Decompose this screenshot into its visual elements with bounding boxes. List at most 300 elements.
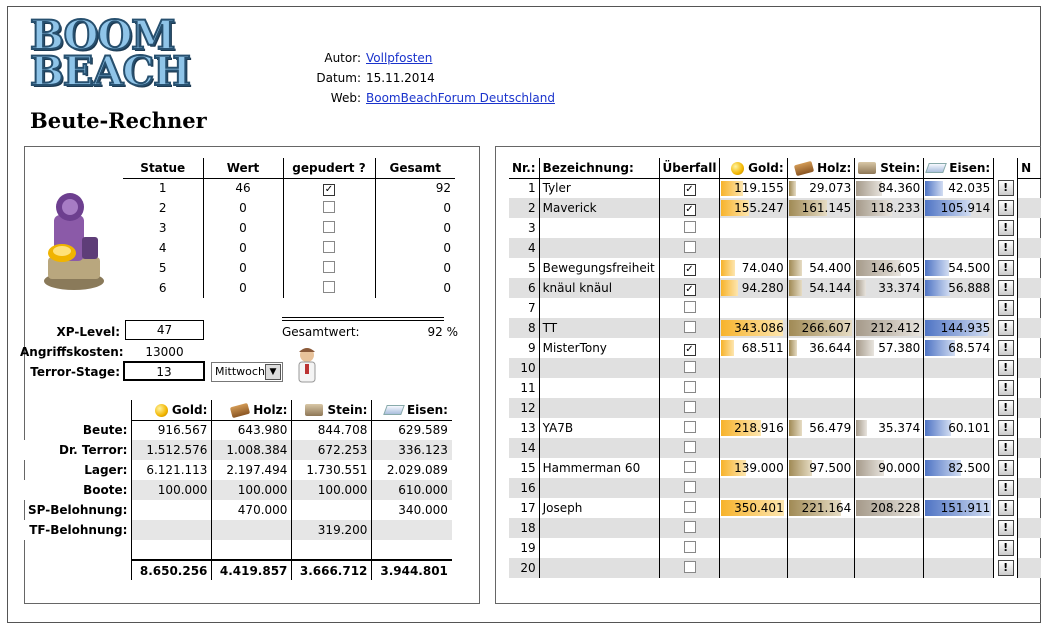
player-header-eisen: [924, 158, 994, 178]
ueberfall-cell: [659, 358, 720, 378]
angriffskosten-label: Angriffskosten:: [20, 345, 124, 359]
ueberfall-checkbox[interactable]: [684, 441, 696, 453]
action-cell: [994, 558, 1018, 578]
player-gold-cell: [720, 398, 787, 418]
totals-row: [24, 560, 452, 580]
player-stein-cell: [855, 498, 924, 518]
xp-level-label: XP-Level:: [56, 325, 120, 339]
player-gold-cell: [720, 178, 787, 198]
player-name[interactable]: [539, 398, 659, 418]
alert-button[interactable]: !: [998, 380, 1014, 396]
ueberfall-checkbox[interactable]: [684, 421, 696, 433]
player-eisen-cell: [924, 438, 994, 458]
player-stein-cell: [855, 298, 924, 318]
cut-cell: [1018, 298, 1041, 318]
player-name[interactable]: [539, 538, 659, 558]
alert-button[interactable]: !: [998, 260, 1014, 276]
player-holz-value: 221.164: [801, 501, 852, 515]
data-bar: [856, 280, 866, 296]
player-eisen-value: 68.574: [948, 341, 991, 355]
ueberfall-cell: [659, 338, 720, 358]
player-gold-cell: [720, 498, 787, 518]
resource-value: [372, 520, 452, 540]
ueberfall-checkbox[interactable]: ✓: [685, 343, 694, 355]
cut-cell: [1018, 478, 1041, 498]
action-cell: [994, 438, 1018, 458]
player-gold-cell: [720, 558, 787, 578]
ueberfall-cell: [659, 438, 720, 458]
ueberfall-cell: [659, 258, 720, 278]
cut-cell: [1018, 258, 1041, 278]
alert-button[interactable]: !: [998, 400, 1014, 416]
player-nr: 4: [509, 238, 539, 258]
ueberfall-cell: [659, 318, 720, 338]
data-bar: [789, 340, 798, 356]
gepudert-checkbox[interactable]: [323, 241, 335, 253]
player-holz-cell: [787, 358, 855, 378]
player-gold-cell: [720, 318, 787, 338]
player-holz-cell: [787, 378, 855, 398]
ueberfall-checkbox[interactable]: [684, 401, 696, 413]
resource-value: 2.197.494: [212, 460, 292, 480]
ueberfall-checkbox[interactable]: [684, 561, 696, 573]
ueberfall-cell: [659, 478, 720, 498]
player-nr: 7: [527, 301, 536, 315]
ueberfall-checkbox[interactable]: [684, 521, 696, 533]
resource-value: 916.567: [132, 420, 212, 440]
cut-cell: [1018, 558, 1041, 578]
action-cell: [994, 378, 1018, 398]
table-row: [24, 420, 452, 440]
alert-button[interactable]: !: [998, 420, 1014, 436]
alert-button[interactable]: !: [998, 220, 1014, 236]
alert-button[interactable]: !: [998, 180, 1014, 196]
player-name[interactable]: [539, 558, 659, 578]
table-row: [123, 218, 455, 238]
ueberfall-checkbox[interactable]: [684, 241, 696, 253]
player-gold-value: 74.040: [741, 261, 784, 275]
player-stein-cell: [855, 398, 924, 418]
player-stein-value: 146.605: [870, 261, 921, 275]
alert-button[interactable]: !: [998, 500, 1014, 516]
player-stein-cell: [855, 218, 924, 238]
ueberfall-checkbox[interactable]: [684, 301, 696, 313]
statue-gesamt: 0: [375, 218, 455, 238]
iron-icon: [925, 163, 947, 173]
data-bar: [789, 260, 802, 276]
alert-button[interactable]: !: [998, 360, 1014, 376]
player-gold-value: 350.401: [734, 501, 784, 515]
statue-wert: 0: [203, 258, 283, 278]
player-nr: 6: [509, 278, 539, 298]
statue-gesamt: 0: [375, 258, 455, 278]
player-holz-cell: [787, 418, 855, 438]
player-holz-value: 54.144: [809, 281, 852, 295]
data-bar: [925, 260, 949, 276]
alert-button[interactable]: !: [998, 480, 1014, 496]
player-name[interactable]: MisterTony: [539, 338, 659, 358]
player-stein-cell: [855, 238, 924, 258]
cut-cell: [1018, 338, 1041, 358]
player-name[interactable]: [539, 238, 659, 258]
player-stein-cell: [855, 458, 924, 478]
table-row: [509, 458, 1041, 478]
data-bar: [721, 340, 733, 356]
resource-value: 336.123: [372, 440, 452, 460]
cut-cell: [1018, 438, 1041, 458]
page-title: Beute-Rechner: [30, 108, 207, 133]
resource-value: 1.512.576: [132, 440, 212, 460]
table-row: [123, 178, 455, 198]
meta-label: Web:: [330, 91, 361, 105]
alert-button[interactable]: !: [998, 560, 1014, 576]
player-gold-cell: [720, 538, 787, 558]
terror-stage-input[interactable]: 13: [123, 361, 205, 381]
meta-link[interactable]: Vollpfosten: [366, 51, 433, 65]
player-eisen-value: 105.914: [940, 201, 991, 215]
alert-button[interactable]: !: [998, 440, 1014, 456]
resource-value: [292, 540, 372, 560]
player-gold-cell: [720, 278, 787, 298]
cut-cell: [1018, 538, 1041, 558]
table-row: [509, 198, 1041, 218]
resource-value: 610.000: [372, 480, 452, 500]
action-cell: [994, 518, 1018, 538]
resource-value: [132, 520, 212, 540]
ueberfall-checkbox[interactable]: [684, 381, 696, 393]
statue-gesamt: 92: [375, 178, 455, 198]
player-header-gold: [720, 158, 787, 178]
resource-row-label: Beute:: [82, 423, 128, 437]
player-name[interactable]: Maverick: [539, 198, 659, 218]
data-bar: [925, 280, 950, 296]
resource-value: 643.980: [212, 420, 292, 440]
ueberfall-checkbox[interactable]: [684, 481, 696, 493]
ueberfall-checkbox[interactable]: ✓: [685, 283, 694, 295]
resource-value: 100.000: [132, 480, 212, 500]
xp-level-input[interactable]: 47: [125, 320, 204, 340]
meta-label: Autor:: [324, 51, 361, 65]
player-name[interactable]: YA7B: [539, 418, 659, 438]
resource-row-label: Boote:: [24, 480, 132, 500]
table-row: [24, 500, 452, 520]
resource-header: [372, 400, 452, 420]
table-row: [509, 178, 1041, 198]
alert-button[interactable]: !: [998, 340, 1014, 356]
player-gold-cell: [720, 438, 787, 458]
ueberfall-cell: [659, 538, 720, 558]
player-stein-cell: [855, 338, 924, 358]
table-row: [509, 558, 1041, 578]
player-gold-cell: [720, 378, 787, 398]
player-nr: 19: [520, 541, 536, 555]
table-row: [509, 218, 1041, 238]
action-cell: [994, 338, 1018, 358]
player-eisen-cell: [924, 538, 994, 558]
action-cell: [994, 358, 1018, 378]
stone-icon: [858, 162, 876, 174]
resource-total: 4.419.857: [212, 560, 292, 580]
ueberfall-checkbox[interactable]: [684, 321, 696, 333]
cut-cell: [1018, 238, 1041, 258]
player-gold-cell: [720, 418, 787, 438]
action-cell: [994, 238, 1018, 258]
alert-button[interactable]: !: [998, 540, 1014, 556]
player-stein-cell: [855, 258, 924, 278]
player-name[interactable]: [539, 518, 659, 538]
table-row: [123, 258, 455, 278]
totals-label: [24, 560, 132, 580]
player-nr: 16: [509, 478, 539, 498]
ueberfall-checkbox[interactable]: ✓: [685, 263, 694, 275]
cut-cell: [1018, 518, 1041, 538]
statue-gepudert: [283, 238, 375, 258]
player-eisen-value: 144.935: [940, 321, 991, 335]
player-eisen-cell: [924, 258, 994, 278]
player-eisen-cell: [924, 278, 994, 298]
player-holz-cell: [787, 398, 855, 418]
alert-button[interactable]: !: [998, 320, 1014, 336]
player-header-ueberfall: Überfall: [659, 158, 720, 178]
resource-value: 319.200: [292, 520, 372, 540]
ueberfall-checkbox[interactable]: ✓: [685, 203, 694, 215]
player-name[interactable]: [539, 478, 659, 498]
player-holz-value: 54.400: [809, 261, 852, 275]
data-bar: [721, 260, 734, 276]
player-gold-cell: [720, 518, 787, 538]
statue-header: Gesamt: [375, 158, 455, 178]
resource-value: [132, 540, 212, 560]
player-eisen-cell: [924, 558, 994, 578]
player-stein-value: 57.380: [878, 341, 921, 355]
ueberfall-cell: [659, 238, 720, 258]
player-name[interactable]: knäul knäul: [539, 278, 659, 298]
resource-header-label: Eisen:: [406, 402, 448, 417]
ueberfall-checkbox[interactable]: [684, 461, 696, 473]
player-name[interactable]: Joseph: [539, 498, 659, 518]
player-holz-cell: [787, 478, 855, 498]
alert-button[interactable]: !: [998, 300, 1014, 316]
resource-row-label: Lager:: [84, 463, 128, 477]
table-row: [509, 378, 1041, 398]
ueberfall-cell: [659, 458, 720, 478]
resource-total: 3.666.712: [292, 560, 372, 580]
player-nr: 5: [527, 261, 536, 275]
player-nr: 17: [520, 501, 536, 515]
player-header-stein: [855, 158, 924, 178]
table-row: [509, 278, 1041, 298]
gepudert-checkbox[interactable]: [323, 201, 335, 213]
table-row: [123, 198, 455, 218]
table-row: [123, 238, 455, 258]
player-name[interactable]: [539, 358, 659, 378]
player-nr: 1: [527, 181, 536, 196]
player-holz-value: 36.644: [809, 341, 852, 355]
table-row: [509, 418, 1041, 438]
player-table: [509, 158, 1041, 578]
chevron-down-icon[interactable]: ▼: [265, 364, 281, 380]
resource-value: 1.730.551: [292, 460, 372, 480]
player-holz-value: 161.145: [801, 201, 852, 215]
player-name[interactable]: Tyler: [539, 178, 659, 198]
player-header-cut: N: [1018, 158, 1041, 178]
data-bar: [856, 340, 873, 356]
player-nr: 9: [527, 341, 536, 355]
statue-gepudert: [283, 218, 375, 238]
player-gold-value: 68.511: [741, 341, 784, 355]
player-holz-cell: [787, 178, 855, 198]
player-nr: 20: [509, 558, 539, 578]
resource-header: [132, 400, 212, 420]
cut-cell: [1018, 498, 1041, 518]
statue-nr: 3: [158, 221, 167, 235]
resource-value: [212, 520, 292, 540]
table-row: [509, 518, 1041, 538]
table-row: [509, 318, 1041, 338]
statue-header: Statue: [123, 158, 203, 178]
resource-value: 470.000: [212, 500, 292, 520]
table-row: [509, 358, 1041, 378]
action-cell: [994, 298, 1018, 318]
terror-stage-label: Terror-Stage:: [30, 365, 120, 379]
player-gold-cell: [720, 478, 787, 498]
player-gold-value: 218.916: [734, 421, 784, 435]
player-gold-value: 94.280: [741, 281, 784, 295]
gepudert-checkbox[interactable]: [323, 281, 335, 293]
player-name[interactable]: [539, 378, 659, 398]
player-name[interactable]: [539, 438, 659, 458]
player-header-name: Bezeichnung:: [539, 158, 659, 178]
player-name[interactable]: Hammerman 60: [539, 458, 659, 478]
ueberfall-checkbox[interactable]: [684, 221, 696, 233]
statue-table: [123, 158, 455, 298]
table-row: [509, 298, 1041, 318]
resource-row-label: Dr. Terror:: [24, 440, 132, 460]
statue-gepudert: [283, 258, 375, 278]
gepudert-checkbox[interactable]: [323, 261, 335, 273]
meta-row: [300, 48, 600, 68]
action-cell: [994, 458, 1018, 478]
ueberfall-checkbox[interactable]: [684, 501, 696, 513]
player-holz-cell: [787, 218, 855, 238]
player-nr: 2: [509, 198, 539, 218]
player-holz-cell: [787, 338, 855, 358]
player-name[interactable]: [539, 298, 659, 318]
player-nr: 15: [520, 461, 536, 475]
player-header-label: Eisen:: [949, 160, 991, 175]
player-eisen-cell: [924, 238, 994, 258]
player-stein-cell: [855, 438, 924, 458]
resource-row-label: TF-Belohnung:: [24, 520, 132, 540]
data-bar: [789, 280, 802, 296]
action-cell: [994, 398, 1018, 418]
statue-header: Wert: [203, 158, 283, 178]
ueberfall-cell: [659, 518, 720, 538]
ueberfall-cell: [659, 298, 720, 318]
player-stein-cell: [855, 558, 924, 578]
dr-terror-icon: [294, 346, 320, 386]
cut-cell: [1018, 398, 1041, 418]
table-row: [509, 538, 1041, 558]
ueberfall-cell: [659, 418, 720, 438]
action-cell: [994, 178, 1018, 198]
meta-info: [300, 48, 600, 108]
player-header-nr: Nr.:: [509, 158, 539, 178]
player-holz-cell: [787, 458, 855, 478]
player-gold-value: 343.086: [734, 321, 784, 335]
cut-cell: [1018, 418, 1041, 438]
ueberfall-cell: [659, 198, 720, 218]
resource-header-label: Holz:: [253, 402, 288, 417]
meta-link[interactable]: BoomBeachForum Deutschland: [366, 91, 555, 105]
ueberfall-checkbox[interactable]: ✓: [685, 183, 694, 195]
player-stein-cell: [855, 198, 924, 218]
ueberfall-checkbox[interactable]: [684, 361, 696, 373]
cut-cell: [1018, 198, 1041, 218]
ueberfall-cell: [659, 178, 720, 198]
player-holz-cell: [787, 278, 855, 298]
player-nr: 12: [509, 398, 539, 418]
player-header-action: [994, 158, 1018, 178]
player-gold-cell: [720, 458, 787, 478]
player-gold-cell: [720, 298, 787, 318]
player-stein-cell: [855, 318, 924, 338]
alert-button[interactable]: !: [998, 200, 1014, 216]
data-bar: [721, 280, 738, 296]
player-gold-value: 119.155: [734, 181, 784, 196]
player-name[interactable]: Bewegungsfreiheit: [539, 258, 659, 278]
resource-value: 672.253: [292, 440, 372, 460]
player-eisen-value: 56.888: [948, 281, 991, 295]
data-bar: [925, 181, 943, 197]
gold-icon: [155, 404, 168, 417]
table-row: [24, 440, 452, 460]
statue-header: gepudert ?: [283, 158, 375, 178]
player-stein-cell: [855, 478, 924, 498]
player-holz-cell: [787, 318, 855, 338]
player-name[interactable]: TT: [539, 318, 659, 338]
statue-wert: 0: [203, 198, 283, 218]
alert-button[interactable]: !: [998, 460, 1014, 476]
ueberfall-cell: [659, 398, 720, 418]
player-eisen-value: 151.911: [940, 501, 991, 515]
wood-icon: [230, 403, 250, 418]
alert-button[interactable]: !: [998, 240, 1014, 256]
day-select[interactable]: Mittwoch ▼: [211, 362, 283, 382]
alert-button[interactable]: !: [998, 280, 1014, 296]
player-eisen-cell: [924, 458, 994, 478]
ueberfall-cell: [659, 218, 720, 238]
resource-row-label: SP-Belohnung:: [28, 503, 128, 517]
resource-value: [132, 500, 212, 520]
player-eisen-value: 54.500: [948, 261, 991, 275]
player-holz-cell: [787, 558, 855, 578]
player-name[interactable]: [539, 218, 659, 238]
resource-value: [292, 500, 372, 520]
player-holz-value: 29.073: [809, 181, 852, 196]
player-holz-value: 56.479: [809, 421, 852, 435]
gold-icon: [731, 162, 744, 175]
meta-row: [300, 88, 600, 108]
player-holz-cell: [787, 498, 855, 518]
player-nr: 18: [509, 518, 539, 538]
gepudert-checkbox[interactable]: ✓: [324, 183, 334, 195]
ueberfall-checkbox[interactable]: [684, 541, 696, 553]
alert-button[interactable]: !: [998, 520, 1014, 536]
player-nr: 11: [520, 381, 536, 395]
gepudert-checkbox[interactable]: [323, 221, 335, 233]
data-bar: [789, 420, 802, 436]
